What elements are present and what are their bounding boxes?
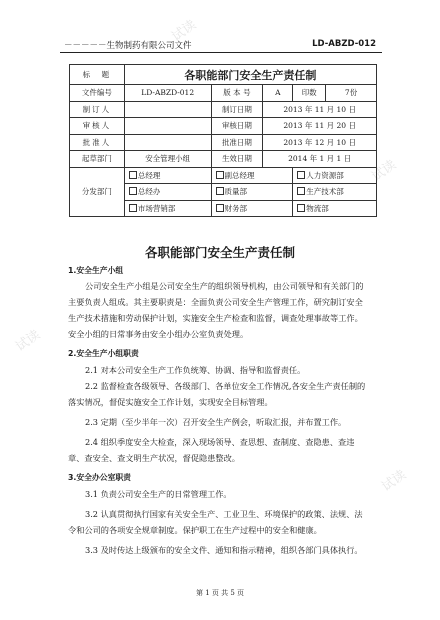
watermark-text: 试读 bbox=[13, 327, 44, 355]
checkbox-icon bbox=[297, 204, 305, 212]
page-footer: 第 1 页 共 5 页 bbox=[195, 589, 245, 597]
approve-date-label: 批准日期 bbox=[211, 134, 263, 151]
checkbox-icon bbox=[297, 171, 305, 179]
body-line: 落实情况，督促实施安全工作计划，实现安全目标管理。 bbox=[68, 397, 273, 407]
doc-number-value: LD-ABZD-012 bbox=[124, 85, 211, 102]
document-info-table bbox=[69, 64, 377, 217]
distribution-option[interactable]: 物流部 bbox=[293, 200, 377, 217]
doc-number-label: 文件编号 bbox=[70, 85, 125, 102]
distribution-option[interactable]: 总经办 bbox=[124, 184, 211, 201]
body-line: 主要负责人组成。其主要职责是：全面负责公司安全生产管理工作，研究制订安全 bbox=[68, 297, 363, 307]
checkbox-icon bbox=[216, 171, 224, 179]
body-line: 2.2 监督检查各级领导、各级部门、各单位安全工作情况,各安全生产责任制的 bbox=[85, 381, 366, 391]
effective-date-value: 2014 年 1 月 1 日 bbox=[263, 151, 377, 168]
review-date-label: 审核日期 bbox=[211, 118, 263, 135]
copies-value: 7份 bbox=[326, 85, 377, 102]
body-line: 生产技术措施和劳动保护计划，实施安全生产检查和监督，调查处理事故等工作。 bbox=[68, 313, 363, 323]
approver-label: 批准人 bbox=[70, 134, 125, 151]
distribution-option[interactable]: 财务部 bbox=[211, 200, 293, 217]
reviewer-label: 审核人 bbox=[70, 118, 125, 135]
approver-value bbox=[124, 134, 211, 151]
review-date-value: 2013 年 11 月 20 日 bbox=[263, 118, 377, 135]
copies-label: 印数 bbox=[293, 85, 326, 102]
body-line: 2.3 定期（至少半年一次）召开安全生产例会，听取汇报，并布置工作。 bbox=[85, 417, 347, 427]
version-value: A bbox=[263, 85, 293, 102]
watermark-text: 试读 bbox=[169, 17, 200, 45]
watermark-text: 试读 bbox=[379, 467, 410, 495]
header-company: －－－－－生物制药有限公司文件 bbox=[64, 41, 192, 51]
distribution-label: 分发部门 bbox=[70, 167, 125, 217]
table-title: 各职能部门安全生产责任制 bbox=[124, 65, 376, 85]
version-label: 版 本 号 bbox=[211, 85, 263, 102]
checkbox-icon bbox=[216, 204, 224, 212]
checkbox-icon bbox=[129, 171, 137, 179]
dept-label: 起草部门 bbox=[70, 151, 125, 168]
drafter-label: 制订人 bbox=[70, 101, 125, 118]
checkbox-icon bbox=[297, 187, 305, 195]
reviewer-value bbox=[124, 118, 211, 135]
header-doc-number: LD-ABZD-012 bbox=[312, 39, 376, 49]
section-heading-2: 2.安全生产小组职责 bbox=[68, 349, 139, 358]
body-line: 3.1 负责公司安全生产的日常管理工作。 bbox=[85, 489, 232, 499]
draft-date-value: 2013 年 11 月 10 日 bbox=[263, 101, 377, 118]
watermark-text: 试读 bbox=[369, 157, 400, 185]
body-line: 章、查安全、查文明生产状况，督促隐患整改。 bbox=[68, 453, 240, 463]
title-label: 标 题 bbox=[70, 65, 125, 85]
distribution-option[interactable]: 人力资源部 bbox=[293, 167, 377, 184]
drafter-value bbox=[124, 101, 211, 118]
section-heading-1: 1.安全生产小组 bbox=[68, 266, 124, 275]
body-line: 公司安全生产小组是公司安全生产的组织领导机构，由公司领导和有关部门的 bbox=[85, 281, 364, 291]
draft-date-label: 制订日期 bbox=[211, 101, 263, 118]
dept-value: 安全管理小组 bbox=[124, 151, 211, 168]
body-line: 令和公司的各项安全规章制度。保护职工在生产过程中的安全和健康。 bbox=[68, 525, 322, 535]
body-line: 安全小组的日常事务由安全小组办公室负责处理。 bbox=[68, 329, 249, 339]
body-line: 3.2 认真贯彻执行国家有关安全生产、工业卫生、环境保护的政策、法规、法 bbox=[85, 509, 363, 519]
distribution-option[interactable]: 副总经理 bbox=[211, 167, 293, 184]
section-heading-3: 3.安全办公室职责 bbox=[68, 473, 131, 482]
document-title: 各职能部门安全生产责任制 bbox=[144, 245, 295, 260]
distribution-option[interactable]: 生产技术部 bbox=[293, 184, 377, 201]
distribution-option[interactable]: 质量部 bbox=[211, 184, 293, 201]
checkbox-icon bbox=[216, 187, 224, 195]
header-rule bbox=[60, 52, 382, 53]
approve-date-value: 2013 年 12 月 10 日 bbox=[263, 134, 377, 151]
effective-date-label: 生效日期 bbox=[211, 151, 263, 168]
distribution-option[interactable]: 市场营销部 bbox=[124, 200, 211, 217]
body-line: 3.3 及时传达上级颁布的安全文件、通知和指示精神，组织各部门具体执行。 bbox=[85, 545, 363, 555]
distribution-option[interactable]: 总经理 bbox=[124, 167, 211, 184]
body-line: 2.4 组织季度安全大检查，深入现场领导、查思想、查制度、查隐患、查违 bbox=[85, 437, 355, 447]
checkbox-icon bbox=[129, 204, 137, 212]
checkbox-icon bbox=[129, 187, 137, 195]
body-line: 2.1 对本公司安全生产工作负统筹、协调、指导和监督责任。 bbox=[85, 365, 306, 375]
